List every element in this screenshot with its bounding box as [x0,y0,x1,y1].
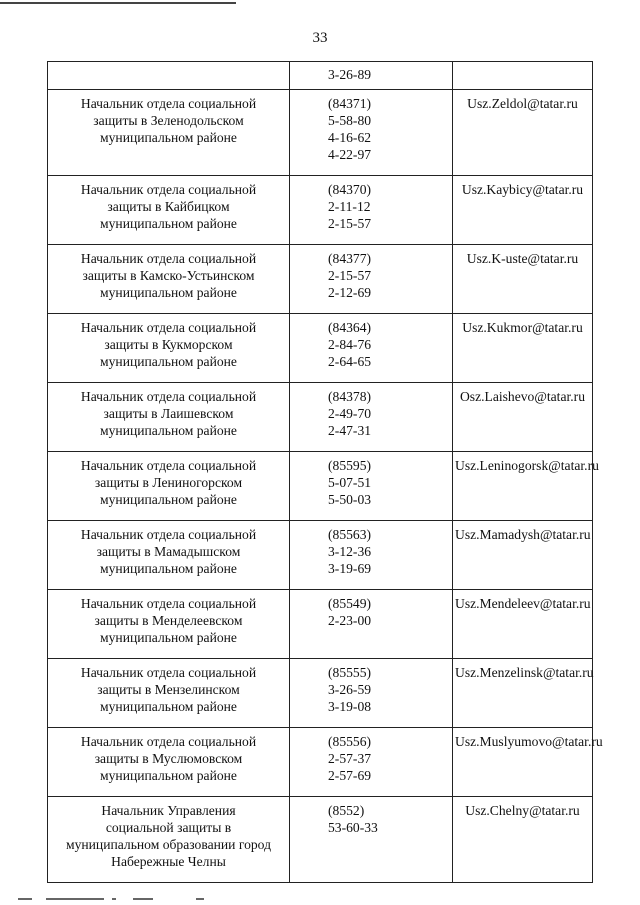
phone-cell [290,659,453,728]
page-number: 33 [312,30,328,46]
phone-cell [290,590,453,659]
position-line: муниципальном районе [100,130,237,145]
position-line: защиты в Кайбицком [107,199,230,214]
position-line: защиты в Лаишевском [103,406,234,421]
phone-line: (84364) [328,320,372,335]
position-line: Начальник отдела социальной [80,320,257,335]
position-line: защиты в Менделеевском [94,613,243,628]
position-line: муниципальном районе [100,216,237,231]
phone-line: 2-11-12 [328,199,371,214]
phone-cell [290,245,453,314]
position-line: Начальник Управления [101,803,236,818]
position-cell [48,176,290,245]
phone-cell [290,314,453,383]
table-row [48,452,593,521]
phone-line: 5-58-80 [328,113,372,128]
phone-line: 2-15-57 [328,268,372,283]
email-address: Usz.Chelny@tatar.ru [465,803,580,818]
position-cell [48,797,290,883]
position-line: социальной защиты в [105,820,232,835]
email-cell [453,62,593,90]
table-row [48,728,593,797]
table-row [48,383,593,452]
position-cell [48,90,290,176]
email-address: Usz.Muslyumovo@tatar.ru [455,734,603,749]
email-cell [453,245,593,314]
email-cell [453,90,593,176]
email-address: Usz.Mendeleev@tatar.ru [455,596,591,611]
phone-line: 2-12-69 [328,285,372,300]
phone-line: 3-26-59 [328,682,372,697]
position-line: муниципальном образовании город [65,837,271,852]
position-line: муниципальном районе [100,354,237,369]
email-cell [453,314,593,383]
email-cell [453,590,593,659]
position-line: Начальник отдела социальной [80,96,257,111]
email-address: Usz.Zeldol@tatar.ru [467,96,578,111]
table-row [48,590,593,659]
position-cell [48,452,290,521]
email-address: Usz.Mamadysh@tatar.ru [455,527,591,542]
position-cell [48,383,290,452]
position-line: Начальник отдела социальной [80,665,257,680]
phone-cell [290,728,453,797]
phone-cell [290,176,453,245]
position-line: муниципальном районе [100,492,237,507]
position-line: муниципальном районе [100,768,237,783]
contacts-table [47,61,603,883]
phone-line: (8552) [328,803,365,818]
email-cell [453,521,593,590]
phone-line: 2-57-37 [328,751,372,766]
position-line: защиты в Мензелинском [97,682,240,697]
email-cell [453,728,603,797]
email-address: Usz.Menzelinsk@tatar.ru [455,665,594,680]
phone-line: 3-12-36 [328,544,372,559]
phone-line: 3-19-69 [328,561,372,576]
phone-cell [290,521,453,590]
contacts-table-body [48,62,603,883]
email-address: Usz.Leninogorsk@tatar.ru [455,458,599,473]
phone-line: 4-16-62 [328,130,372,145]
position-line: муниципальном районе [100,285,237,300]
phone-cell [290,797,453,883]
phone-line: (84378) [328,389,372,404]
phone-line: 53-60-33 [328,820,378,835]
phone-line: 2-23-00 [328,613,372,628]
phone-cell [290,62,453,90]
position-line: защиты в Зеленодольском [93,113,244,128]
position-cell [48,521,290,590]
phone-line: 3-26-89 [328,67,372,82]
position-cell [48,728,290,797]
table-row [48,245,593,314]
phone-line: (85556) [328,734,372,749]
phone-line: 5-07-51 [328,475,372,490]
phone-line: 2-84-76 [328,337,372,352]
phone-line: 2-47-31 [328,423,372,438]
position-line: Набережные Челны [111,854,226,869]
phone-line: (84377) [328,251,372,266]
position-line: защиты в Мамадышском [96,544,241,559]
table-row [48,90,593,176]
top-rule [0,2,236,4]
phone-line: (85549) [328,596,372,611]
position-line: Начальник отдела социальной [80,734,257,749]
email-cell [453,797,593,883]
position-line: муниципальном районе [100,561,237,576]
email-cell [453,176,593,245]
position-cell [48,659,290,728]
table-row [48,314,593,383]
position-line: Начальник отдела социальной [80,389,257,404]
table-row [48,176,593,245]
position-line: муниципальном районе [100,630,237,645]
phone-cell [290,90,453,176]
position-cell [48,314,290,383]
position-line: защиты в Лениногорском [94,475,243,490]
footer-scan-marks [0,896,640,902]
email-address: Osz.Laishevo@tatar.ru [459,389,585,404]
position-line: Начальник отдела социальной [80,182,257,197]
table-row [48,62,593,90]
position-line: защиты в Кукморском [104,337,233,352]
email-address: Usz.Kaybicy@tatar.ru [461,182,584,197]
table-row [48,659,593,728]
table-row [48,521,593,590]
position-line: Начальник отдела социальной [80,458,257,473]
email-cell [453,659,593,728]
email-address: Usz.K-uste@tatar.ru [466,251,579,266]
phone-line: (84370) [328,182,372,197]
phone-line: 5-50-03 [328,492,372,507]
phone-line: 2-15-57 [328,216,372,231]
phone-line: 2-57-69 [328,768,372,783]
phone-line: (85563) [328,527,372,542]
table-row [48,797,593,883]
position-line: Начальник отдела социальной [80,251,257,266]
email-cell [453,383,593,452]
position-line: муниципальном районе [100,699,237,714]
phone-line: (85555) [328,665,372,680]
position-line: защиты в Муслюмовском [94,751,243,766]
phone-cell [290,383,453,452]
phone-line: 2-64-65 [328,354,372,369]
position-line: Начальник отдела социальной [80,596,257,611]
position-line: Начальник отдела социальной [80,527,257,542]
phone-line: 3-19-08 [328,699,372,714]
email-address: Usz.Kukmor@tatar.ru [462,320,583,335]
phone-line: (85595) [328,458,372,473]
position-line: муниципальном районе [100,423,237,438]
position-cell [48,590,290,659]
phone-cell [290,452,453,521]
phone-line: 2-49-70 [328,406,372,421]
email-cell [453,452,599,521]
phone-line: (84371) [328,96,372,111]
phone-line: 4-22-97 [328,147,372,162]
position-line: защиты в Камско-Устьинском [82,268,255,283]
position-cell [48,245,290,314]
position-cell [48,62,290,90]
